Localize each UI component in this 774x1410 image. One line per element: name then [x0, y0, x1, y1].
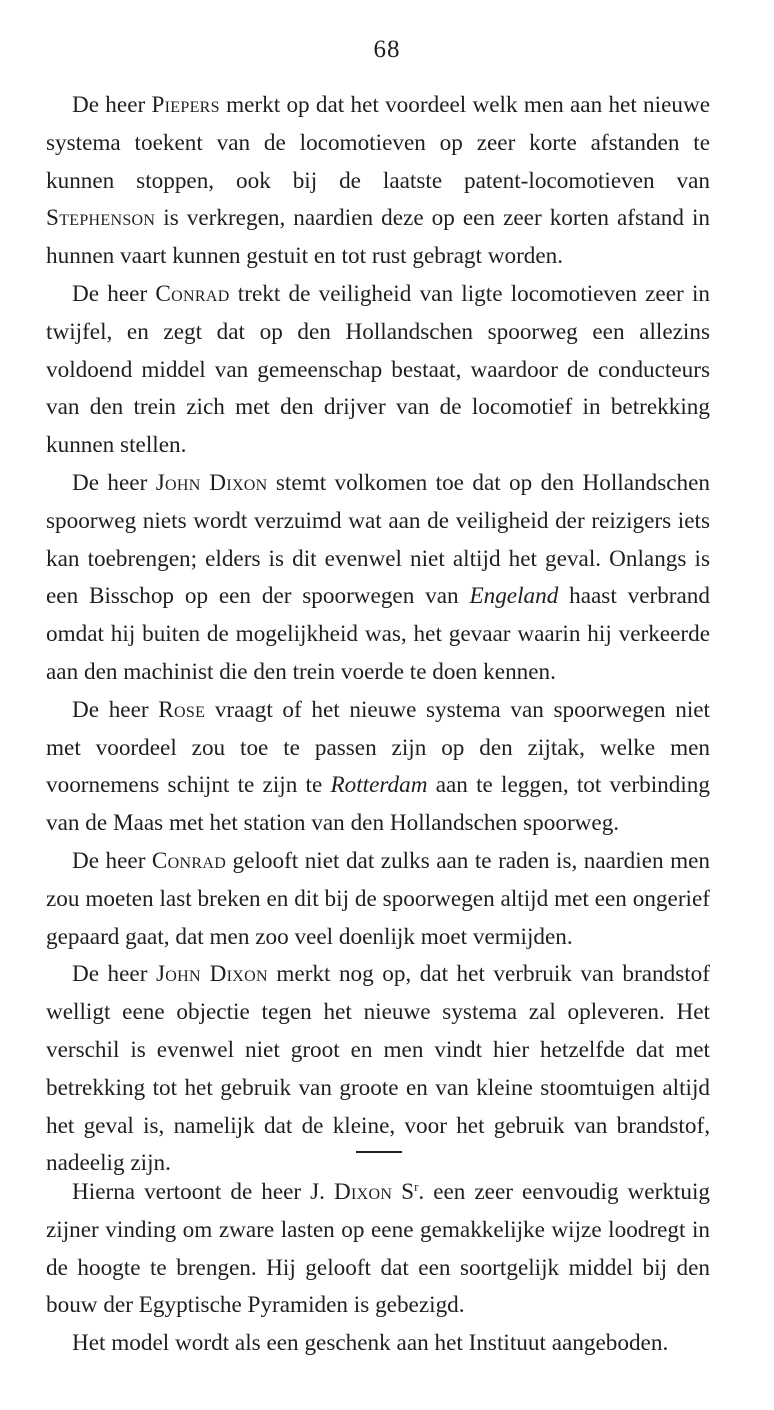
text-run: stemt volkomen toe dat op den Hollandschen spoorweg niets wordt verzuimd wat aan de veiligheid der reizigers iets kan toebrengen; elders is dit evenwel niet altijd het geval. Onlangs is een Bisschop op een der spoorwegen van — [46, 469, 710, 610]
paragraph — [46, 692, 710, 843]
text-run: De heer — [72, 92, 152, 118]
text-run: merkt op dat het voordeel welk men aan het nieuwe systema toekent van de locomotieven op zeer korte afstanden te kunnen stoppen, ook bij de laatste patent-locomotieven van — [46, 92, 711, 194]
text-run: merkt nog op, dat het verbruik van brandstof welligt eene objectie tegen het nieuwe systema zal opleveren. Het verschil is evenwel niet groot en men vindt hier hetzelfde dat met betrekking tot het gebruik van groote en van kleine stoomtuigen altijd het geval is, namelijk dat de kleine, voor het gebruik van brandstof, nadeelig zijn. — [46, 961, 710, 1177]
paragraph — [46, 1325, 710, 1363]
place-name-italic: Rotterdam — [330, 772, 428, 799]
section-divider — [356, 1151, 402, 1153]
name-smallcaps: Piepers — [151, 92, 220, 118]
paragraph — [46, 1174, 710, 1325]
paragraph — [46, 465, 710, 692]
text-run: trekt de veiligheid van ligte locomotieven zeer in twijfel, en zegt dat op den Hollandschen spoorweg een allezins voldoend middel van gemeenschap bestaat, waardoor de conducteurs van den trein zich met den drijver van de locomotief in betrekking kunnen stellen. — [46, 280, 710, 459]
name-smallcaps: John Dixon — [155, 961, 268, 988]
name-smallcaps: Dixon — [333, 1179, 393, 1205]
text-run: Hierna vertoont de heer J. — [72, 1179, 334, 1205]
text-run: . een zeer eenvoudig werktuig zijner vinding om zware lasten op eene gemakkelijke wijze loodregt in de hoogte te brengen. Hij gelooft dat een soortgelijk middel bij den bouw der Egyptische Pyramiden is gebezigd. — [46, 1179, 710, 1319]
text-run: De heer — [72, 280, 156, 307]
paragraph — [46, 956, 710, 1183]
text-run: De heer — [72, 469, 156, 496]
paragraph — [46, 87, 710, 276]
superscript: r — [414, 1179, 419, 1194]
name-smallcaps: John Dixon — [155, 469, 268, 496]
text-run: haast verbrand omdat hij buiten de mogelijkheid was, het gevaar waarin hij verkeerde aan den machinist die den trein voerde te doen kennen. — [46, 583, 710, 685]
name-smallcaps: Stephenson — [46, 205, 156, 232]
paragraph — [46, 843, 710, 956]
text-run: De heer — [72, 847, 152, 874]
paragraph — [46, 276, 710, 465]
name-smallcaps: Rose — [158, 696, 206, 723]
text-run: vraagt of het nieuwe systema van spoorwegen niet met voordeel zou toe te passen zijn op den zijtak, welke men voornemens schijnt te zijn te — [46, 696, 711, 799]
text-run: gelooft niet dat zulks aan te raden is, naardien men zou moeten last breken en dit bij de spoorwegen altijd met een ongerief gepaard gaat, dat men zoo veel doenlijk moet vermijden. — [46, 847, 710, 950]
text-run: Het model wordt als een geschenk aan het Instituut aangeboden. — [72, 1330, 669, 1357]
place-name-italic: Engeland — [469, 583, 559, 610]
name-smallcaps: Conrad — [151, 847, 227, 874]
closing-text — [46, 1174, 710, 1363]
name-smallcaps: Conrad — [155, 280, 230, 307]
text-run: is verkregen, naardien deze op een zeer korten afstand in hunnen vaart kunnen gestuit en tot rust gebragt worden. — [46, 205, 710, 270]
text-run: aan te leggen, tot verbinding van de Maas met het station van den Hollandschen spoorweg. — [46, 772, 710, 837]
text-run: De heer — [72, 961, 156, 988]
main-text — [46, 87, 710, 1183]
page-number: 68 — [373, 36, 401, 63]
text-run: De heer — [72, 696, 159, 723]
text-run: S — [392, 1179, 415, 1205]
